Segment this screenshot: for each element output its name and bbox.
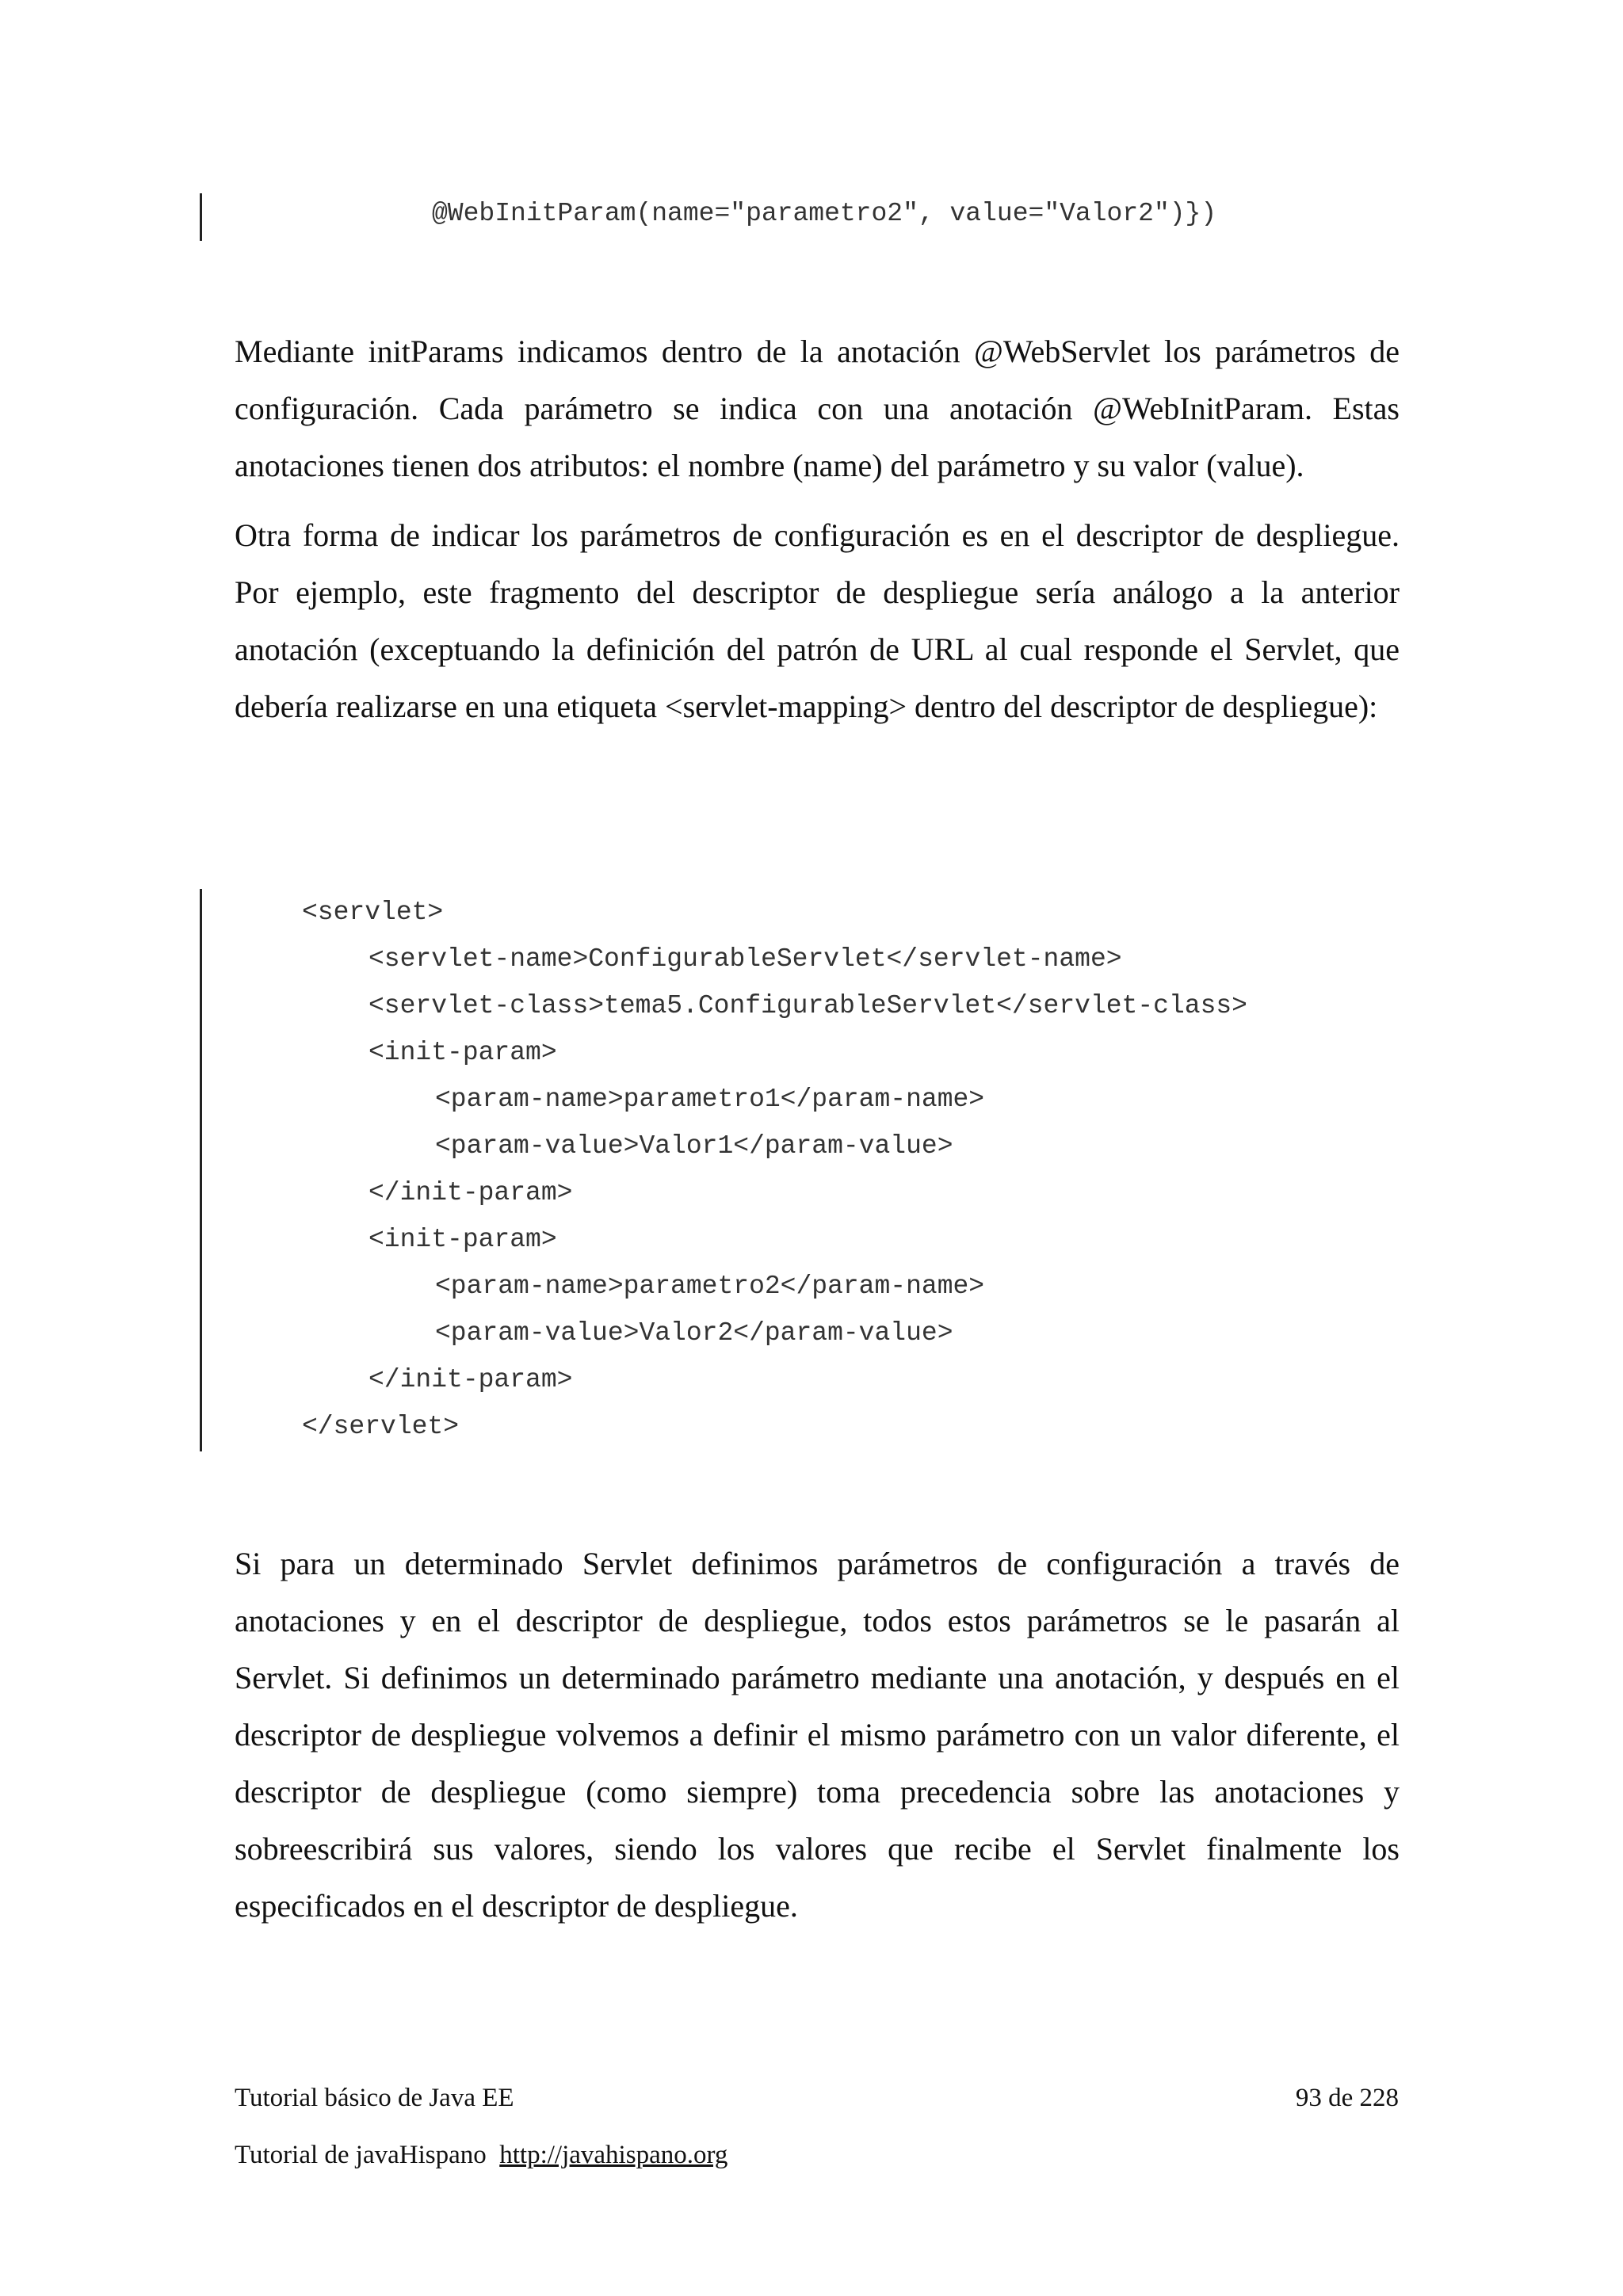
code-line: <init-param>: [369, 1225, 557, 1254]
code-line: </init-param>: [369, 1365, 573, 1394]
code-snippet-top: [200, 193, 1217, 241]
code-line: </init-param>: [369, 1178, 573, 1207]
code-line: </servlet>: [302, 1412, 460, 1441]
code-line: <param-value>Valor2</param-value>: [435, 1318, 953, 1348]
footer-title: Tutorial básico de Java EE: [235, 2084, 514, 2112]
code-block-deployment-descriptor: [200, 889, 1247, 1451]
paragraph-1: Mediante initParams indicamos dentro de la anotación @WebServlet los parámetros de configuración. Cada parámetro se indica con una anotación @WebInitParam. Estas anotaciones tienen dos atributos: el nombre (name) del parámetro y su valor (value).: [235, 334, 1400, 483]
code-line: <servlet-name>ConfigurableServlet</servlet-name>: [369, 944, 1122, 974]
paragraph-2: Otra forma de indicar los parámetros de configuración es en el descriptor de despliegue. Por ejemplo, este fragmento del descriptor de despliegue sería análogo a la anterior anotación (exceptuando la definición del patrón de URL al cual responde el Servlet, que debería realizarse en una etiqueta <servlet-mapping> dentro del descriptor de despliegue):: [235, 517, 1400, 724]
footer-page-number: 93 de 228: [1295, 2084, 1399, 2112]
footer-site-prefix: Tutorial de javaHispano: [235, 2141, 487, 2169]
footer-site: [235, 2139, 727, 2171]
paragraph-3: Si para un determinado Servlet definimos parámetros de configuración a través de anotaciones y en el descriptor de despliegue, todos estos parámetros se le pasarán al Servlet. Si definimos un determinado parámetro mediante una anotación, y después en el descriptor de despliegue volvemos a definir el mismo parámetro con un valor diferente, el descriptor de despliegue (como siempre) toma precedencia sobre las anotaciones y sobreescribirá sus valores, siendo los valores que recibe el Servlet finalmente los especificados en el descriptor de despliegue.: [235, 1546, 1400, 1924]
code-line: <param-name>parametro2</param-name>: [435, 1272, 985, 1301]
code-line: @WebInitParam(name="parametro2", value="Valor2")}): [432, 199, 1217, 228]
code-line: <init-param>: [369, 1038, 557, 1067]
footer-link[interactable]: http://javahispano.org: [499, 2141, 728, 2169]
code-line: <param-value>Valor1</param-value>: [435, 1131, 953, 1161]
code-line: <servlet-class>tema5.ConfigurableServlet</servlet-class>: [369, 991, 1247, 1020]
code-line: <param-name>parametro1</param-name>: [435, 1085, 985, 1114]
code-line: <servlet>: [302, 898, 444, 927]
